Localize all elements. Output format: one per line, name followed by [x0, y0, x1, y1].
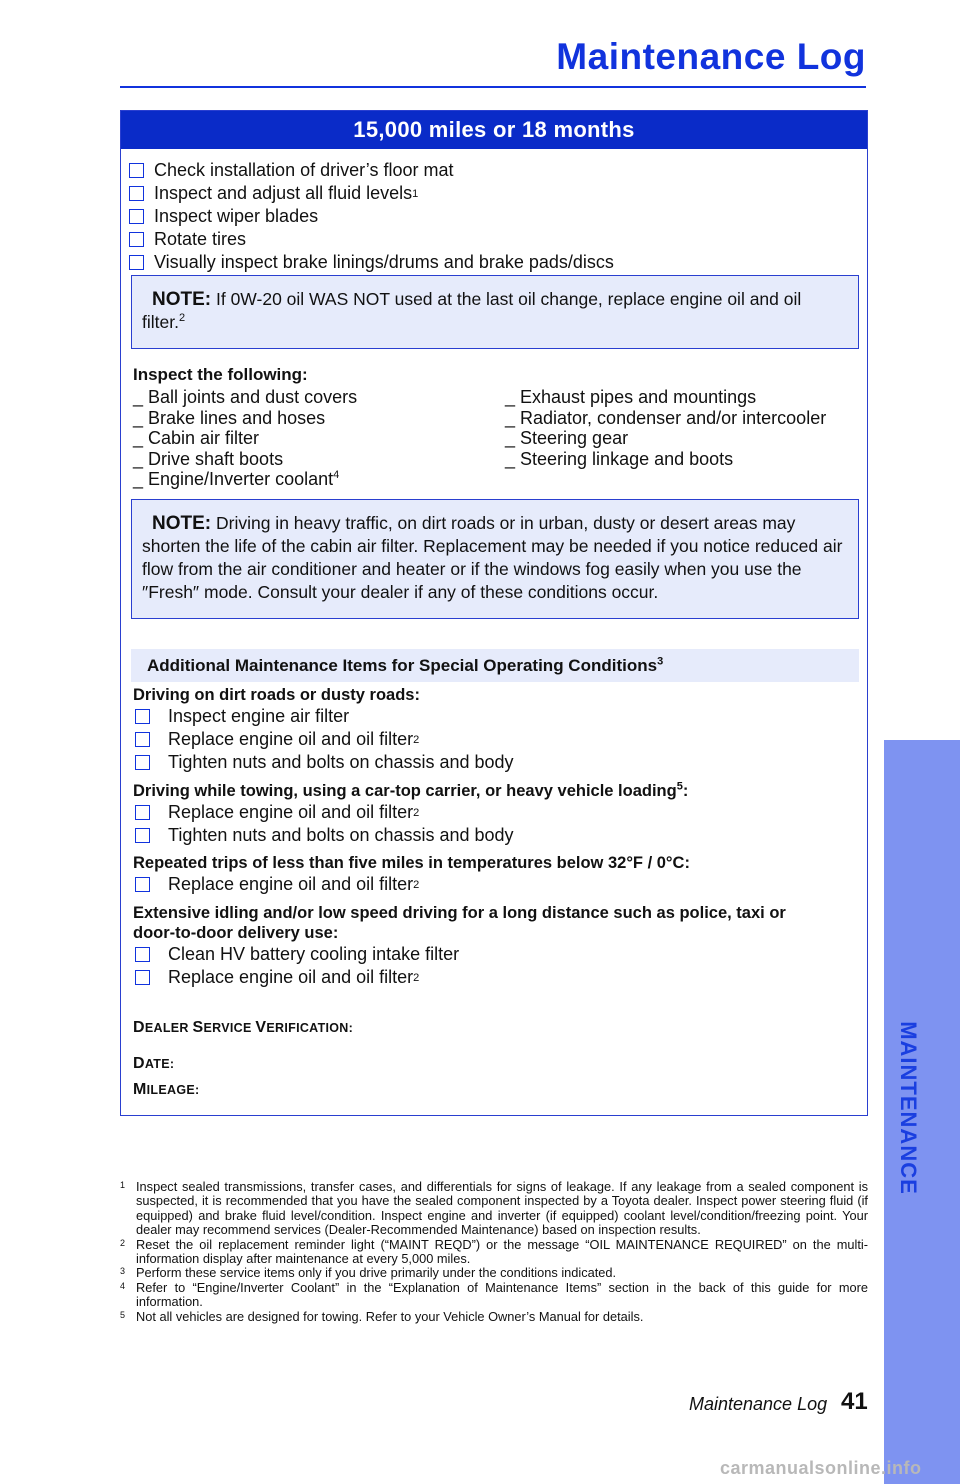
condition-item: Replace engine oil and oil filter 2: [133, 966, 827, 989]
watermark: carmanualsonline.info: [720, 1458, 922, 1478]
inspect-item: _ Ball joints and dust covers: [133, 387, 358, 407]
note-text: If 0W-20 oil WAS NOT used at the last oil change, replace engine oil and oil filter.: [142, 289, 802, 332]
checklist-item: Inspect and adjust all fluid levels 1: [129, 182, 614, 205]
inspect-item: _ Steering gear: [505, 428, 629, 448]
checklist-item-label: Inspect wiper blades: [154, 206, 319, 226]
checkbox[interactable]: [135, 877, 150, 892]
condition-short-trips: [133, 853, 857, 896]
condition-item: Replace engine oil and oil filter 2: [133, 801, 857, 824]
condition-item: Tighten nuts and bolts on chassis and body: [133, 751, 857, 774]
condition-title: Repeated trips of less than five miles in temperatures below 32°F / 0°C:: [133, 854, 690, 872]
note-label: NOTE:: [152, 513, 212, 534]
inspect-item: _ Brake lines and hoses: [133, 407, 326, 428]
footer-label: Maintenance Log: [689, 1394, 828, 1414]
checklist-item: [129, 251, 614, 274]
footnote: 5 Not all vehicles are designed for towing. Refer to your Vehicle Owner’s Manual for details.: [120, 1308, 644, 1324]
note-text: Driving in heavy traffic, on dirt roads or in urban, dusty or desert areas may shorten the life of the cabin air filter. Replacement may be needed if you notice reduced air flow from the air conditioner and heater or if the windows fog easily when you use the ″Fresh″ mode. Consult your dealer if any of these conditions occur.: [142, 513, 843, 602]
checkbox[interactable]: [135, 732, 150, 747]
checklist-item-label: Inspect and adjust all fluid levels: [154, 183, 413, 203]
condition-title: Driving on dirt roads or dusty roads:: [133, 686, 420, 704]
checkbox[interactable]: [129, 186, 144, 201]
checklist-item-label: Check installation of driver’s floor mat: [154, 160, 454, 180]
checkbox[interactable]: [129, 232, 144, 247]
checklist: [129, 159, 614, 274]
footnote: 4 Refer to “Engine/Inverter Coolant” in the “Explanation of Maintenance Items” section in the back of this guide for more information.: [120, 1279, 868, 1310]
inspect-title: Inspect the following:: [133, 365, 308, 384]
condition-idling: [133, 903, 827, 989]
checkbox[interactable]: [135, 755, 150, 770]
checkbox[interactable]: [135, 709, 150, 724]
condition-item: Replace engine oil and oil filter 2: [133, 728, 857, 751]
checklist-item-label: Visually inspect brake linings/drums and brake pads/discs: [154, 252, 614, 272]
footnote: 3 Perform these service items only if you drive primarily under the conditions indicated.: [120, 1265, 617, 1281]
inspect-item: _ Engine/Inverter coolant$^4$: [133, 469, 340, 489]
condition-item: Tighten nuts and bolts on chassis and body: [133, 824, 857, 847]
inspect-item: _ Radiator, condenser and/or intercooler: [505, 407, 827, 428]
checkbox[interactable]: [135, 947, 150, 962]
checklist-item: [129, 159, 614, 182]
condition-item: Clean HV battery cooling intake filter: [133, 943, 827, 966]
section-header: 15,000 miles or 18 months: [121, 111, 867, 149]
dealer-verification-label: DEALER SERVICE VERIFICATION:: [133, 1019, 354, 1036]
inspect-item: _ Exhaust pipes and mountings: [505, 387, 757, 407]
side-tab-label: MAINTENANCE: [896, 1021, 921, 1195]
note-label: NOTE:: [152, 289, 212, 310]
footnote-ref: 2: [178, 312, 186, 325]
condition-dirt-roads: [133, 685, 857, 774]
checkbox[interactable]: [129, 163, 144, 178]
checkbox[interactable]: [129, 209, 144, 224]
additional-items-header: Additional Maintenance Items for Special Operating Conditions$^3$: [131, 649, 859, 682]
note-cabin-filter: [131, 499, 859, 619]
checklist-item: [129, 228, 614, 251]
condition-item: Replace engine oil and oil filter 2: [133, 873, 857, 896]
footnote: 1 Inspect sealed transmissions, transfer cases, and differentials for signs of leakage. If any leakage from a sealed component is suspected, it is recommended that you have the sealed component inspected by a Toyota dealer. Inspect power steering fluid (if equipped) and brake fluid level/condition. Inspect engine and inverter (if equipped) coolant level/condition/freezing point. Your dealer may recommend services (Dealer-Recommended Maintenance) based on inspection results.: [120, 1179, 868, 1238]
date-label: DATE:: [133, 1055, 175, 1072]
checklist-item-label: Rotate tires: [154, 229, 247, 249]
checkbox[interactable]: [135, 970, 150, 985]
inspect-item: _ Drive shaft boots: [133, 448, 284, 469]
inspect-item: _ Steering linkage and boots: [505, 448, 734, 469]
footnotes: [120, 1180, 868, 1324]
checkbox[interactable]: [129, 255, 144, 270]
footnote: 2 Reset the oil replacement reminder light (“MAINT REQD”) or the message “OIL MAINTENANCE REQUIRED” on the multi-information display after maintenance at every 5,000 miles.: [120, 1236, 868, 1267]
mileage-label: MILEAGE:: [133, 1081, 200, 1098]
side-tab: [884, 740, 960, 1484]
maintenance-section: [120, 110, 868, 1116]
inspect-item: _ Cabin air filter: [133, 428, 260, 448]
note-oil: [131, 275, 859, 349]
inspect-list-right: [505, 387, 826, 469]
checklist-item: [129, 205, 614, 228]
page-number: 41: [841, 1388, 868, 1415]
page-title: Maintenance Log: [556, 36, 866, 77]
condition-towing: [133, 781, 857, 847]
checkbox[interactable]: [135, 828, 150, 843]
inspect-list-left: [133, 387, 357, 490]
checkbox[interactable]: [135, 805, 150, 820]
condition-title: Extensive idling and/or low speed driving for a long distance such as police, taxi or door-to-door delivery use:: [133, 904, 786, 942]
title-rule: [120, 86, 866, 88]
condition-title: Driving while towing, using a car-top carrier, or heavy vehicle loading$^5$:: [133, 780, 689, 800]
condition-item: Inspect engine air filter: [133, 705, 857, 728]
